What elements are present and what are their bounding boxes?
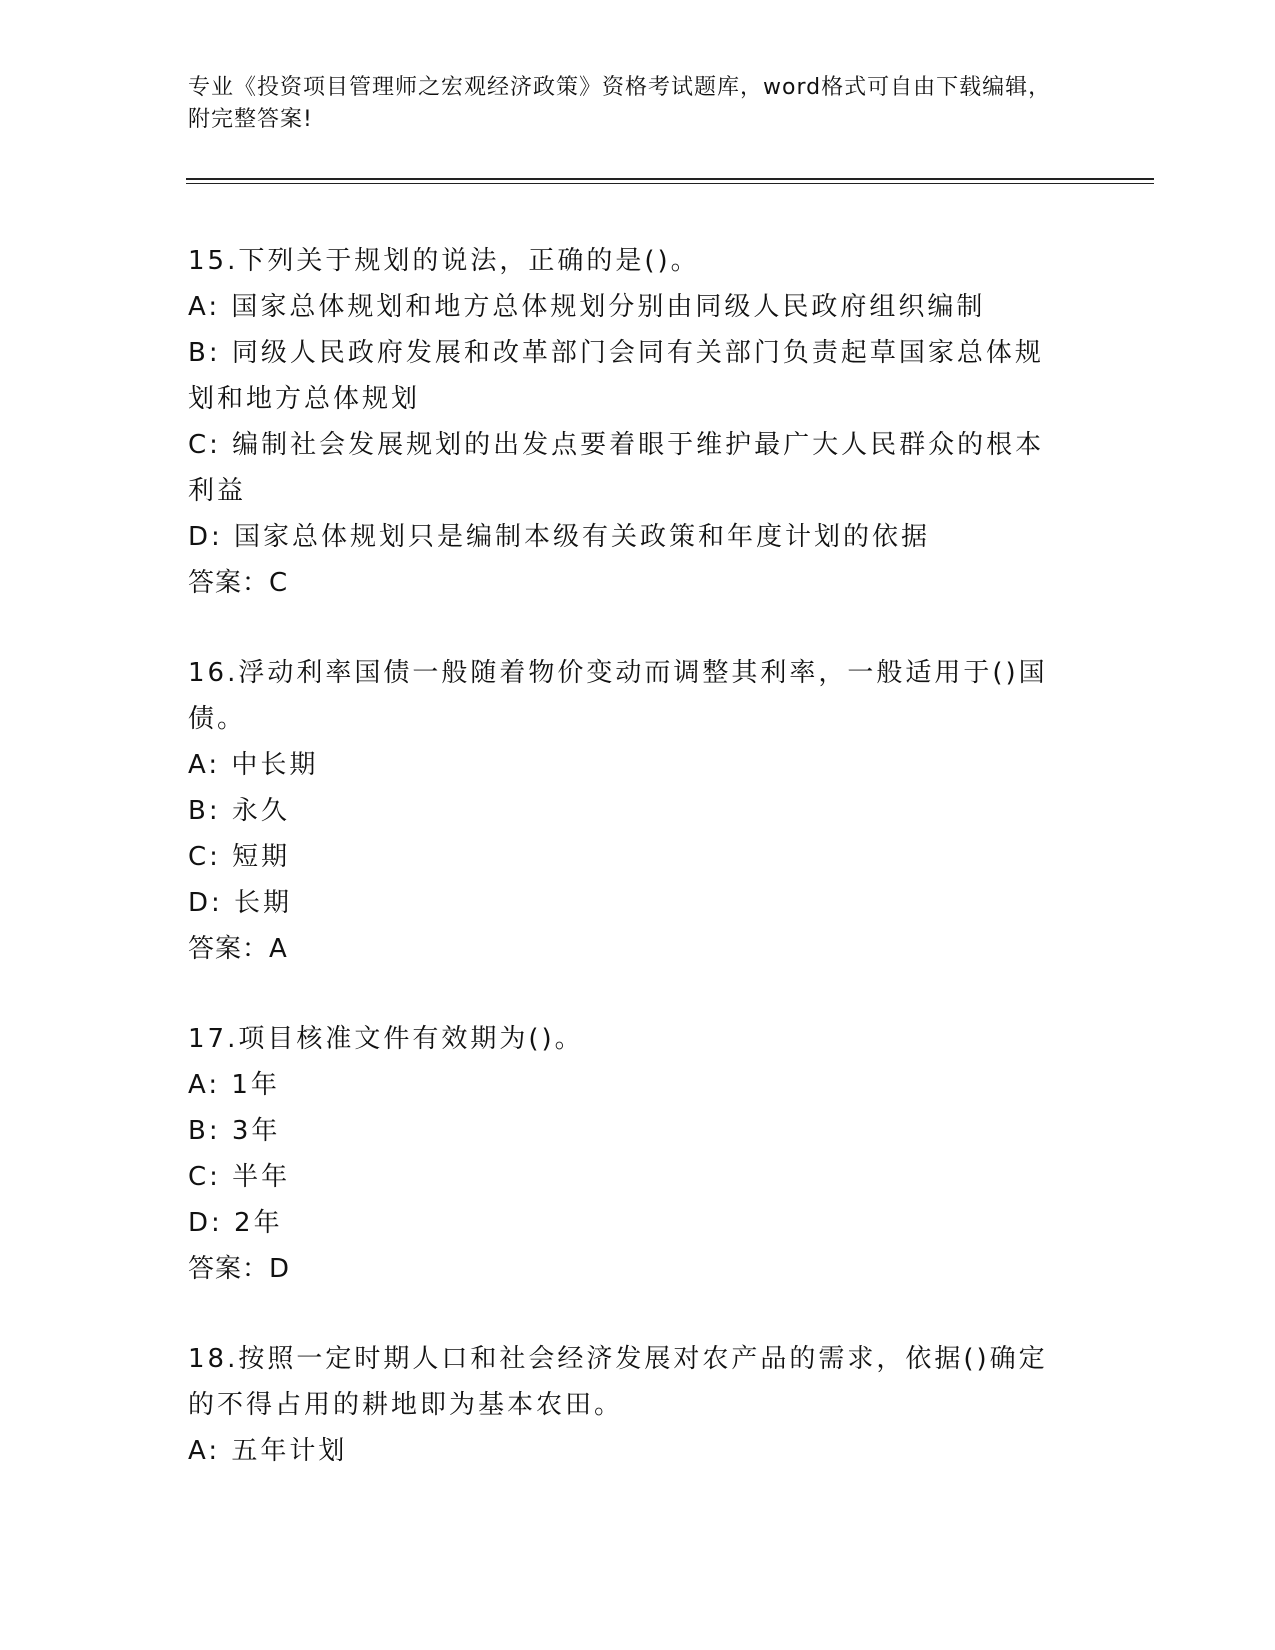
document-header: 专业《投资项目管理师之宏观经济政策》资格考试题库，word格式可自由下载编辑，附完整答案! bbox=[188, 75, 1052, 132]
answer: 答案：C bbox=[188, 568, 289, 598]
question-18 bbox=[188, 1336, 1068, 1474]
question-stem: 16.浮动利率国债一般随着物价变动而调整其利率，一般适用于()国债。 bbox=[188, 658, 1048, 734]
header-divider-thin bbox=[186, 183, 1154, 184]
question-17 bbox=[188, 1016, 1068, 1292]
option-c: C: 半年 bbox=[188, 1162, 291, 1192]
option-a: A: 五年计划 bbox=[188, 1436, 348, 1466]
option-b: B: 永久 bbox=[188, 796, 290, 826]
option-a: A: 国家总体规划和地方总体规划分别由同级人民政府组织编制 bbox=[188, 292, 986, 322]
question-stem: 17.项目核准文件有效期为()。 bbox=[188, 1024, 584, 1054]
question-stem: 15.下列关于规划的说法，正确的是()。 bbox=[188, 246, 700, 276]
header-divider-thick bbox=[186, 178, 1154, 180]
option-b: B: 同级人民政府发展和改革部门会同有关部门负责起草国家总体规划和地方总体规划 bbox=[188, 338, 1044, 414]
question-15 bbox=[188, 238, 1068, 606]
option-c: C: 编制社会发展规划的出发点要着眼于维护最广大人民群众的根本利益 bbox=[188, 430, 1045, 506]
answer: 答案：A bbox=[188, 934, 288, 964]
option-d: D: 2年 bbox=[188, 1208, 283, 1238]
option-a: A: 1年 bbox=[188, 1070, 280, 1100]
question-list bbox=[188, 238, 1068, 1518]
option-d: D: 国家总体规划只是编制本级有关政策和年度计划的依据 bbox=[188, 522, 931, 552]
question-16 bbox=[188, 650, 1068, 972]
option-d: D: 长期 bbox=[188, 888, 293, 918]
question-stem: 18.按照一定时期人口和社会经济发展对农产品的需求，依据()确定的不得占用的耕地即为基本农田。 bbox=[188, 1344, 1048, 1420]
option-c: C: 短期 bbox=[188, 842, 291, 872]
option-b: B: 3年 bbox=[188, 1116, 281, 1146]
option-a: A: 中长期 bbox=[188, 750, 319, 780]
answer: 答案：D bbox=[188, 1254, 291, 1284]
